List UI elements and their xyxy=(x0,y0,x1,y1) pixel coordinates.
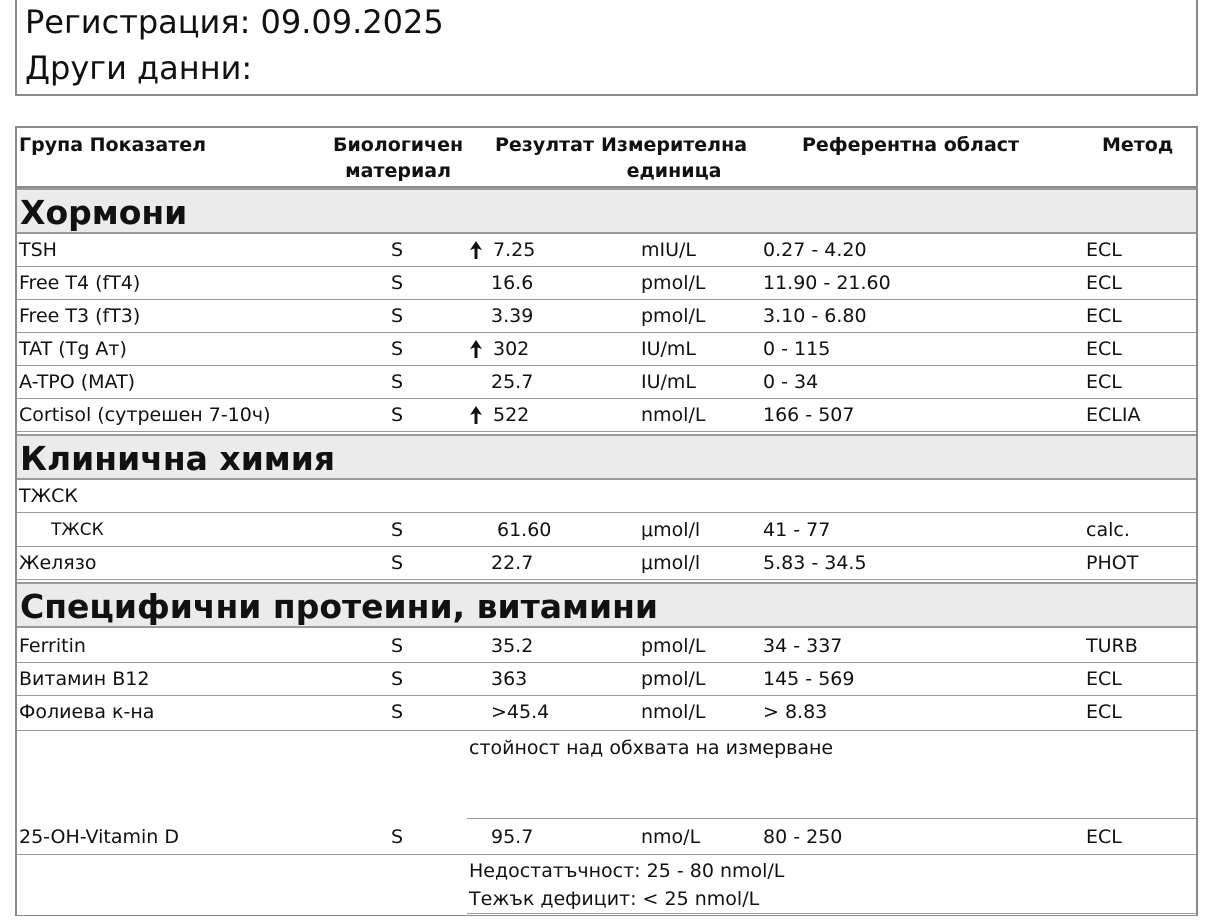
material-value: S xyxy=(391,239,404,261)
reference-range: 80 - 250 xyxy=(763,826,843,848)
material-value: S xyxy=(391,272,404,294)
unit-value: pmol/L xyxy=(641,668,706,690)
material-value: S xyxy=(391,371,404,393)
result-value: 22.7 xyxy=(491,552,534,574)
section-hormones xyxy=(17,188,1196,234)
test-name: Витамин B12 xyxy=(19,668,150,690)
unit-value: pmol/L xyxy=(641,635,706,657)
table-row xyxy=(17,547,1196,580)
reference-range: 34 - 337 xyxy=(763,635,843,657)
result-value: 363 xyxy=(491,668,528,690)
unit-value: μmol/l xyxy=(641,519,701,541)
table-row xyxy=(17,696,1196,729)
test-name: Желязо xyxy=(19,552,97,574)
table-row xyxy=(17,514,1196,547)
row-divider xyxy=(467,818,1196,819)
row-divider xyxy=(467,913,1196,914)
test-name: 25-OH-Vitamin D xyxy=(19,826,179,848)
method-value: ECL xyxy=(1086,668,1122,690)
table-row xyxy=(17,366,1196,399)
method-value: TURB xyxy=(1086,635,1138,657)
test-name: TSH xyxy=(19,239,57,261)
table-row xyxy=(17,630,1196,663)
results-table xyxy=(15,126,1198,916)
reference-range: 145 - 569 xyxy=(763,668,855,690)
reference-range: 166 - 507 xyxy=(763,404,855,426)
table-row xyxy=(17,234,1196,267)
method-value: ECL xyxy=(1086,826,1122,848)
folate-note: стойност над обхвата на измерване xyxy=(469,737,834,759)
section-title: Хормони xyxy=(20,193,188,232)
method-value: ECL xyxy=(1086,371,1122,393)
material-value: S xyxy=(391,404,404,426)
table-row xyxy=(17,267,1196,300)
table-row xyxy=(17,399,1196,432)
material-value: S xyxy=(391,701,404,723)
method-value: PHOT xyxy=(1086,552,1139,574)
reference-range: 11.90 - 21.60 xyxy=(763,272,891,294)
table-row xyxy=(17,663,1196,696)
unit-value: mIU/L xyxy=(641,239,697,261)
method-value: ECLIA xyxy=(1086,404,1141,426)
row-divider xyxy=(17,854,1196,855)
patient-header xyxy=(15,0,1198,96)
test-name: TAT (Tg Ат) xyxy=(19,338,127,360)
unit-value: pmol/L xyxy=(641,305,706,327)
reference-range: 0.27 - 4.20 xyxy=(763,239,867,261)
reference-range: 41 - 77 xyxy=(763,519,831,541)
col-header-method: Метод xyxy=(1102,134,1174,156)
col-header-group: Група Показател xyxy=(19,134,207,156)
test-name: Фолиева к-на xyxy=(19,701,155,723)
method-value: ECL xyxy=(1086,701,1122,723)
reference-range: > 8.83 xyxy=(763,701,828,723)
method-value: ECL xyxy=(1086,272,1122,294)
material-value: S xyxy=(391,826,404,848)
unit-value: nmo/L xyxy=(641,826,701,848)
result-value: 302 xyxy=(493,338,530,360)
col-header-result: Резултат xyxy=(495,134,594,156)
vitd-note-deficit: Тежък дефицит: < 25 nmol/L xyxy=(469,888,760,910)
material-value: S xyxy=(391,668,404,690)
reference-range: 0 - 34 xyxy=(763,371,819,393)
col-header-reference: Референтна област xyxy=(802,134,1020,156)
result-value: 61.60 xyxy=(497,519,552,541)
result-value: 16.6 xyxy=(491,272,534,294)
test-name: ТЖСК xyxy=(19,485,78,507)
test-name: A-TPO (MAT) xyxy=(19,371,136,393)
method-value: ECL xyxy=(1086,305,1122,327)
method-value: ECL xyxy=(1086,239,1122,261)
col-header-material: Биологичен материал xyxy=(333,134,464,182)
result-value: 35.2 xyxy=(491,635,534,657)
col-header-unit: Измерителна единица xyxy=(601,134,748,182)
table-row xyxy=(17,300,1196,333)
test-name: Ferritin xyxy=(19,635,86,657)
up-arrow-icon xyxy=(469,241,483,265)
unit-value: pmol/L xyxy=(641,272,706,294)
section-chemistry xyxy=(17,434,1196,480)
up-arrow-icon xyxy=(469,340,483,364)
material-value: S xyxy=(391,635,404,657)
result-value: 7.25 xyxy=(493,239,536,261)
result-value: 3.39 xyxy=(491,305,534,327)
vitd-note-insufficiency: Недостатъчност: 25 - 80 nmol/L xyxy=(469,860,785,882)
unit-value: nmol/L xyxy=(641,701,706,723)
up-arrow-icon xyxy=(469,406,483,430)
reference-range: 5.83 - 34.5 xyxy=(763,552,867,574)
result-value: >45.4 xyxy=(491,701,550,723)
test-name: Free T3 (fT3) xyxy=(19,305,141,327)
result-value: 25.7 xyxy=(491,371,534,393)
unit-value: IU/mL xyxy=(641,371,697,393)
unit-value: μmol/l xyxy=(641,552,701,574)
table-row xyxy=(17,333,1196,366)
material-value: S xyxy=(391,552,404,574)
reference-range: 0 - 115 xyxy=(763,338,831,360)
material-value: S xyxy=(391,305,404,327)
row-divider xyxy=(17,730,1196,731)
unit-value: IU/mL xyxy=(641,338,697,360)
section-title: Специфични протеини, витамини xyxy=(20,587,659,626)
test-name: Free T4 (fT4) xyxy=(19,272,141,294)
material-value: S xyxy=(391,338,404,360)
table-row xyxy=(17,480,1196,513)
method-value: calc. xyxy=(1086,519,1130,541)
test-name: ТЖСК xyxy=(51,520,104,540)
material-value: S xyxy=(391,519,404,541)
section-proteins xyxy=(17,582,1196,628)
other-data-label: Други данни: xyxy=(25,49,253,87)
test-name: Cortisol (сутрешен 7-10ч) xyxy=(19,404,271,426)
method-value: ECL xyxy=(1086,338,1122,360)
result-value: 95.7 xyxy=(491,826,534,848)
section-title: Клинична химия xyxy=(20,439,336,478)
registration-date: Регистрация: 09.09.2025 xyxy=(25,3,444,41)
table-row xyxy=(17,821,1196,854)
unit-value: nmol/L xyxy=(641,404,706,426)
reference-range: 3.10 - 6.80 xyxy=(763,305,867,327)
result-value: 522 xyxy=(493,404,530,426)
